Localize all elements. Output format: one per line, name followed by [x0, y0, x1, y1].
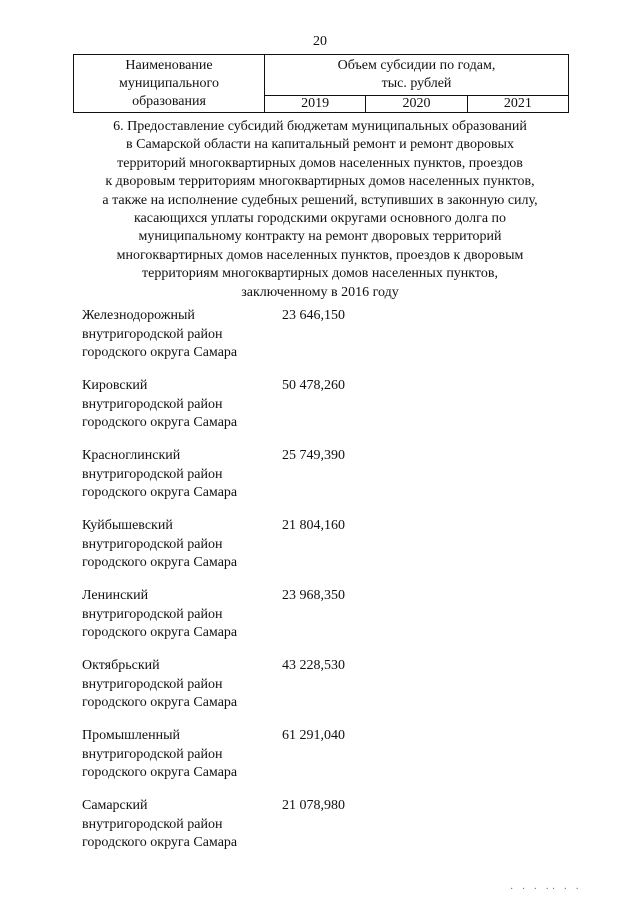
subsidy-amount: 25 749,390 [282, 448, 345, 463]
title-line: заключенному в 2016 году [241, 284, 399, 300]
year-2019-header: 2019 [265, 96, 366, 113]
subsidy-column-header [265, 55, 569, 96]
name-line: городского округа Самара [82, 765, 238, 780]
name-line: городского округа Самара [82, 415, 238, 430]
list-item [82, 377, 582, 447]
name-line: внутригородской район [82, 746, 223, 762]
subsidy-amount: 23 968,350 [282, 588, 345, 603]
header-line: Объем субсидии по годам, [337, 58, 496, 73]
title-line: территориям многоквартирных домов населенных пунктов, [142, 266, 498, 282]
name-line: городского округа Самара [82, 695, 238, 710]
title-line: 6. Предоставление субсидий бюджетам муниципальных образований [113, 119, 527, 134]
scan-artifact-marks: · · · ·· · · [510, 884, 582, 895]
name-line: городского округа Самара [82, 485, 238, 500]
title-line: многоквартирных домов населенных пунктов, проездов к дворовым [116, 247, 524, 263]
municipality-name [82, 587, 272, 643]
title-line: касающихся уплаты городскими округами основного долга по [133, 211, 507, 227]
name-line: Промышленный [82, 728, 180, 743]
list-item [82, 797, 582, 867]
title-line: а также на исполнение судебных решений, вступивших в законную силу, [102, 192, 538, 208]
name-line: Куйбышевский [82, 518, 173, 533]
municipality-column-header [74, 55, 265, 113]
section-title [70, 118, 570, 302]
name-line: Ленинский [82, 588, 149, 603]
name-line: городского округа Самара [82, 625, 238, 640]
header-line: Наименование [125, 58, 213, 73]
municipality-name [82, 797, 272, 853]
municipality-name [82, 657, 272, 713]
municipality-name [82, 307, 272, 363]
municipality-name [82, 377, 272, 433]
year-2021-header: 2021 [467, 96, 568, 113]
name-line: внутригородской район [82, 466, 223, 482]
header-line: образования [132, 94, 206, 109]
list-item [82, 657, 582, 727]
name-line: внутригородской район [82, 326, 223, 342]
subsidy-amount: 43 228,530 [282, 658, 345, 673]
header-line: тыс. рублей [381, 76, 452, 91]
name-line: Кировский [82, 378, 148, 393]
title-line: в Самарской области на капитальный ремонт и ремонт дворовых [126, 137, 514, 153]
name-line: городского округа Самара [82, 345, 238, 360]
list-item [82, 447, 582, 517]
name-line: Октябрьский [82, 658, 160, 673]
name-line: Самарский [82, 798, 148, 813]
name-line: Красноглинский [82, 448, 181, 463]
name-line: внутригородской район [82, 606, 223, 622]
name-line: внутригородской район [82, 536, 223, 552]
name-line: Железнодорожный [82, 308, 195, 323]
name-line: внутригородской район [82, 396, 223, 412]
year-2020-header: 2020 [366, 96, 467, 113]
header-line: муниципального [119, 76, 219, 91]
title-line: к дворовым территориям многоквартирных домов населенных пунктов, [105, 174, 535, 190]
municipality-name [82, 517, 272, 573]
page-number: 20 [313, 34, 327, 49]
subsidy-amount: 23 646,150 [282, 308, 345, 323]
name-line: внутригородской район [82, 676, 223, 692]
list-item [82, 727, 582, 797]
subsidy-amount: 50 478,260 [282, 378, 345, 393]
list-item [82, 517, 582, 587]
title-line: территорий многоквартирных домов населенных пунктов, проездов [117, 155, 523, 171]
name-line: городского округа Самара [82, 835, 238, 850]
name-line: внутригородской район [82, 816, 223, 832]
title-line: муниципальному контракту на ремонт дворовых территорий [138, 229, 502, 245]
list-item [82, 587, 582, 657]
municipality-name [82, 727, 272, 783]
subsidy-amount: 61 291,040 [282, 728, 345, 743]
subsidy-amount: 21 078,980 [282, 798, 345, 813]
name-line: городского округа Самара [82, 555, 238, 570]
list-item [82, 307, 582, 377]
subsidy-entries-list [82, 307, 582, 867]
municipality-name [82, 447, 272, 503]
header-table [73, 54, 569, 113]
subsidy-amount: 21 804,160 [282, 518, 345, 533]
